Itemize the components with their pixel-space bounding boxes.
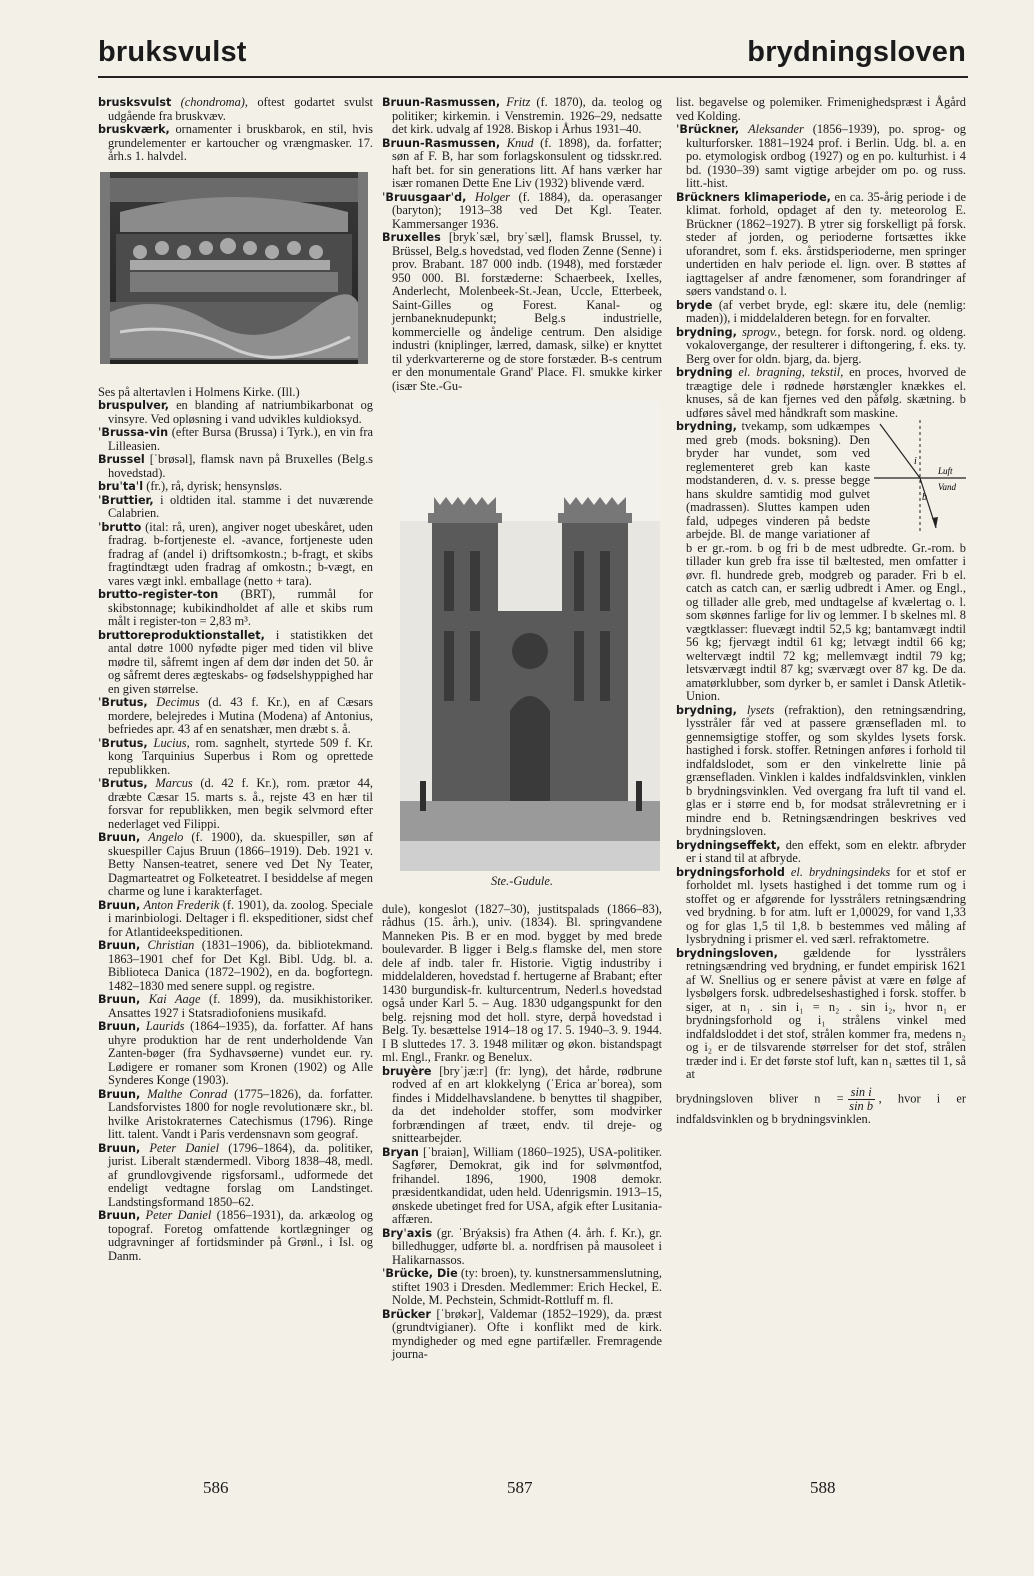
headword: ˈBrussa-vin xyxy=(98,426,169,439)
entry xyxy=(98,480,373,494)
headword: Bruun, xyxy=(98,831,141,844)
gloss: Knud xyxy=(506,135,534,150)
entry-body: [ˈbrøsəl], flamsk navn på Bruxelles (Belg.s hovedstad). xyxy=(108,452,373,480)
headword: Brücker xyxy=(382,1307,431,1321)
entry-body: (f. 1898), da. forfatter; søn af F. B, har som forlagskonsulent og tidsskr.red. haft bet. for sin generations litt. Af hans værker har især romanen Dette Ene Liv (1932) blivende værd. xyxy=(392,135,662,190)
header-left-title: bruksvulst xyxy=(98,36,247,68)
headword: Bruun, xyxy=(98,1087,141,1101)
gloss: Fritz xyxy=(506,95,531,109)
entry-body: [ˈbrøkər], Valdemar (1852–1929), da. præst (grundtvigianer). Ofte i konflikt med de kirk. myndigheder og med egne partifæller. Fremragende journa- xyxy=(392,1306,662,1361)
entry xyxy=(382,903,662,1065)
church-photo xyxy=(400,401,660,871)
entry-body: (1796–1864), da. politiker, jurist. Liberalt stændermedl. Viborg 1838–48, medl. af grundlovgivende rigsforsaml., udformede det endeligt vedtagne forslag om Landstinget. Landstingsformand 1850–62. xyxy=(108,1140,374,1209)
entry-body: i oldtiden ital. stamme i det nuværende Calabrien. xyxy=(108,492,373,520)
header-rule xyxy=(98,76,968,78)
entry-body: betegn. for forsk. nord. og oldeng. vokalovergange, der resulterer i diftongering, f. eks. ty. Berg over for oldn. bjarg, da. bjerg. xyxy=(686,324,966,366)
entry xyxy=(382,231,662,393)
headword: bruˈtaˈl xyxy=(98,480,144,493)
headword: bruttoreproduktionstallet, xyxy=(98,628,265,642)
entry xyxy=(382,137,662,191)
headword: ˈbrutto xyxy=(98,520,142,534)
angle-i-label: i xyxy=(914,456,917,467)
entry-body: (f. 1901), da. zoolog. Speciale i marinbiologi. Deltager i fl. ekspeditioner, sidst chef for Atlantideekspeditionen. xyxy=(108,897,373,939)
gloss: Decimus xyxy=(156,695,200,709)
entry xyxy=(98,993,373,1020)
entry xyxy=(382,1146,662,1227)
entry-body: [brykˈsæl, bryˈsæl], flamsk Brussel, ty. Brüssel, Belg.s hovedstad, ved floden Zenne (Senne) i prov. Brabant. 187 000 indb. (1948), med forstæder 950 000. Bl. forstæderne: Schaerbeek, Ixelles, Anderlecht, Molenbeek-St.-Jean, Uccle, Etterbeek, Saint-Gilles og Forest. Kanal- og jernbaneknudepunkt; Belg.s industrielle, kommercielle og åndelige centrum. Den alsidige industri (kniplinger, lærred, damask, silke) er knyttet til yderkvartererne og de store forstæder. B-s centrum er den monumentale Grand' Place. Fl. smukke kirker (især Ste.-Gu- xyxy=(392,230,662,393)
gloss: Malthe Conrad xyxy=(147,1086,228,1101)
entry-body: (1831–1906), da. bibliotekmand. 1863–1901 chef for Det Kgl. Bibl. Udg. bl. a. Biblioteca Danica (1872–1902), en da. bogfortegn. 1482–1830 med senere suppl. og registre. xyxy=(108,938,373,993)
headword: bruspulver, xyxy=(98,399,169,412)
headword: ˈBruttier, xyxy=(98,493,154,507)
entry xyxy=(676,299,966,326)
gloss: Christian xyxy=(147,938,195,952)
headword: brutto-register-ton xyxy=(98,588,219,601)
entry xyxy=(676,704,966,839)
headword: Bruun, xyxy=(98,939,141,952)
gloss: Marcus xyxy=(155,776,193,790)
entry-body: (efter Bursa (Brussa) i Tyrk.), en vin fra Lilleasien. xyxy=(108,425,373,453)
entry xyxy=(98,123,373,164)
entry xyxy=(98,1020,373,1088)
gloss: Kai Aage xyxy=(148,992,201,1006)
entry-body: (gr. ˈBrýaksis) fra Athen (4. årh. f. Kr.), gr. billedhugger, udførte bl. a. nordfrisen på mausoleet i Halikarnassos. xyxy=(392,1225,662,1267)
headword: brydning, xyxy=(676,703,737,717)
entry-body: (ital: rå, uren), angiver noget ubeskåret, uden fradrag. b-fortjeneste el. -avance, fortjeneste uden fradrag af (andel i) driftsomkostn.; b-fragt, et skibs fragtindtægt uden fradrag af omkostn.; b-vægt, en vares vægt inkl. emballage (netto + tara). xyxy=(108,519,373,588)
entry xyxy=(98,1088,373,1142)
gloss: el. bragning, tekstil, xyxy=(738,365,844,379)
entry xyxy=(382,1065,662,1146)
entry-body: den effekt, som en elektr. afbryder er i stand til at afbryde. xyxy=(686,837,966,865)
entry-body: rom. sagnhelt, styrtede 509 f. Kr. kong Tarquinius Superbus i Rom og oprettede republikken. xyxy=(108,735,373,777)
entry xyxy=(676,366,966,420)
headword: Bruun, xyxy=(98,1020,141,1033)
formula-fraction xyxy=(848,1086,875,1113)
page-number-586: 586 xyxy=(203,1478,229,1497)
headword: ˈBrutus, xyxy=(98,696,148,709)
entry-body: oftest godartet svulst udgående fra bruskvæv. xyxy=(108,95,373,123)
gloss: Holger xyxy=(474,189,510,204)
gloss: lysets xyxy=(746,702,775,717)
entry xyxy=(676,947,966,1082)
entry xyxy=(98,96,373,123)
entry-body: gældende for lysstrålers retningsændring ved brydning, er fundet empirisk 1621 af W. Snellius og er senere påvist at være en følge af lysbølgers forsk. udbredelseshastighed i forsk. stoffer. b siger, at n₁ . sin i₁ = n₂ . sin i₂, hvor n₁ er brydningsforhold og i₁ strålens vinkel med indfaldsloddet i det stof, strålen kommer fra, medens n₂ og i₂ er de tilsvarende størrelser for det stof, strålen træder ind i. Er det første stof luft, kan n₁ sættes til 1, så at xyxy=(686,945,966,1081)
air-label: Luft xyxy=(938,466,953,476)
gloss: Lucius, xyxy=(153,735,190,750)
column-3 xyxy=(676,96,966,1126)
headword: bryde xyxy=(676,298,713,312)
entry-body: en blanding af natriumbikarbonat og vinsyre. Ved opløsning i vand udvikles kuldioksyd. xyxy=(108,398,373,426)
headword: brydningseffekt, xyxy=(676,838,781,852)
entry-body: (d. 43 f. Kr.), en af Cæsars mordere, belejredes i Mutina (Modena) af Antonius, befriedes apr. 43 af en senatshær, men dræbt s. å. xyxy=(108,695,373,736)
entry xyxy=(98,521,373,589)
entry-body: i statistikken det antal døtre 1000 nyfødte piger med tiden vil blive mødre til, såfremt ingen af dem dør inden det 50. år og såfremt deres ægteskabs- og fødselshyppighed har en given størrelse. xyxy=(108,627,373,696)
headword: ˈBrutus, xyxy=(98,736,148,750)
formula-numerator: sin i xyxy=(848,1086,875,1100)
formula-denominator: sin b xyxy=(849,1098,874,1113)
headword: Bruun, xyxy=(98,993,141,1006)
angle-b-label: b xyxy=(922,492,927,503)
entry xyxy=(98,588,373,629)
entry xyxy=(98,453,373,480)
entry-body: (1856–1939), po. sprog- og kulturforsker. 1881–1924 prof. i Berlin. Udg. bl. a. en po. etymologisk ordbog (1927) og en po. kulturhist. i 4 bd. (1930–39) samt vigtige arbejder om po. og russ. litt.-hist. xyxy=(686,122,966,190)
entry xyxy=(676,123,966,191)
gloss: Peter Daniel xyxy=(145,1208,212,1222)
incident-ray xyxy=(880,424,920,478)
page-number-587: 587 xyxy=(507,1478,533,1497)
gloss: sprogv., xyxy=(742,324,781,339)
entry-body: list. begavelse og polemiker. Frimenighedspræst i Ågård ved Kolding. xyxy=(676,95,966,123)
entry xyxy=(382,1227,662,1268)
entry-body: (1775–1826), da. forfatter. Landsforvistes 1800 for nogle revolutionære skr., bl. hvilke Aristokraternes Catechismus (1796). Ringe litt. talent. Vandt i Paris verdensnavn som geograf. xyxy=(108,1086,373,1141)
headword: Brückners klimaperiode, xyxy=(676,190,831,204)
entry xyxy=(676,191,966,299)
gloss: Aleksander xyxy=(748,122,804,136)
refraction-formula xyxy=(676,1086,966,1127)
headword: brydning, xyxy=(676,325,737,339)
entry-body: tvekamp, som udkæmpes med greb (mods. boksning). Den bryder har vundet, som ved reglementeret greb kan kaste modstanderen, d. v. s. presse begge hans skuldre samtidig mod gulvet (madrassen). Sluttes kampen uden fald, udpeges vinderen på bedste arbejde. Bl. de mange variationer af b er gr.-rom. b og fri b de mest udbredte. Gr.-rom. b tillader kun greb fra isse til bæltested, men omfatter i øvr. fl. hundrede greb, modgreb og parader. Fri b el. catch as catch can, er særlig udbredt i Amer. og Engl., og tillader alle greb, med undtagelse af kvælertag o. l. som skønnes farlige for liv og lemmer. I b skelnes ml. 8 vægtklasser: fluevægt indtil 52,5 kg; bantamvægt indtil 56 kg; fjervægt indtil 61 kg; letvægt indtil 66 kg; weltervægt indtil 72 kg; mellemvægt indtil 79 kg; letsværvægt indtil 87 kg; sværvægt over 87 kg. De da. amatørklubber, som dyrker b, er samlet i Dansk Atletik-Union. xyxy=(686,419,966,703)
entry-body: (1864–1935), da. forfatter. Af hans uhyre produktion har de rent underholdende Van Zanten-bøger (fra Sydhavsøerne) vundet eur. ry. Lødigere er romaner som Kronen (1902) og Alle Synderes Konge (1903). xyxy=(108,1019,373,1087)
headword: brydning xyxy=(676,366,733,379)
gloss: el. brydningsindeks xyxy=(790,864,891,879)
entry xyxy=(382,1267,662,1308)
column-2 xyxy=(382,96,662,1362)
entry xyxy=(98,899,373,940)
entry-body: (d. 42 f. Kr.), rom. prætor 44, dræbte Cæsar 15. marts s. å., rejste 43 en hær til forsvar for republikken, men begik selvmord efter nederlaget ved Filippi. xyxy=(108,776,373,831)
entry-body: en proces, hvorved de træagtige dele i rødnede hørstængler knækkes el. knuses, så de kan fjernes ved den påfølg. skætning. b udføres såvel med håndkraft som maskine. xyxy=(686,365,966,420)
headword: Bruun-Rasmussen, xyxy=(382,136,501,150)
church-caption: Ste.-Gudule. xyxy=(491,874,553,888)
entry-body: [bryˈjæ:r] (fr: lyng), det hårde, rødbrune rodved af en art klokkelyng (ˈErica arˈborea), som findes i Middelhavslandene. b benyttes til shagpiber, da det indeholder stoffer, som modvirker forbrændingen af træet, endv. til dreje- og snittearbejder. xyxy=(392,1063,662,1145)
entry-body: ornamenter i bruskbarok, en stil, hvis grundelementer er kartoucher og vrængmasker. 17. årh.s 1. halvdel. xyxy=(108,122,373,163)
entry xyxy=(98,939,373,993)
entry xyxy=(676,96,966,123)
gloss: Anton Frederik xyxy=(143,897,220,912)
entry-body: (af verbet bryde, egl: skære itu, dele (nemlig: maden)), i middelalderen betegn. for en forvalter. xyxy=(686,297,966,325)
gloss: Laurids xyxy=(145,1019,185,1033)
water-label: Vand xyxy=(938,482,956,492)
headword: ˈBrückner, xyxy=(676,123,740,136)
page-number-588: 588 xyxy=(810,1478,836,1497)
entry xyxy=(382,191,662,232)
entry xyxy=(676,839,966,866)
entry xyxy=(98,1142,373,1210)
headword: Bruxelles xyxy=(382,231,441,244)
entry-body: (f. 1899), da. musikhistoriker. Ansattes 1927 i Statsradiofoniens musikafd. xyxy=(108,992,373,1020)
headword: bruyère xyxy=(382,1064,432,1078)
entry-body: for et stof er forholdet ml. lysets hastighed i det tomme rum og i stoffet og er afgørende for lysstrålers retningsændring ved brydning. b for atm. luft er 1,00029, for vand 1,33 og for glas 1,5 til 1,8. b bestemmes ved måling af lysbrydning i prismer el. ved særl. refraktometre. xyxy=(686,864,966,946)
headword: ˈBrutus, xyxy=(98,777,148,790)
entry-body: (fr.), rå, dyrisk; hensynsløs. xyxy=(146,479,283,493)
entry xyxy=(98,777,373,831)
entry-body: (f. 1870), da. teolog og politiker; kirkemin. i Venstremin. 1926–29, nedsatte det kirk. udvalg af 1928. Biskop i Århus 1931–40. xyxy=(392,95,662,136)
headword: bruskværk, xyxy=(98,123,170,136)
headword: brydningsloven, xyxy=(676,946,778,960)
headword: Brussel xyxy=(98,453,145,466)
headword: brydning, xyxy=(676,420,737,433)
entry xyxy=(98,696,373,737)
headword: brusksvulst xyxy=(98,96,172,109)
entry-body: [ˈbraiən], William (1860–1925), USA-politiker. Sagfører, Demokrat, gik ind for sølvmøntfod, frihandel. 1896, 1900, 1908 demokr. præsidentkandidat, uden held. Udenrigsmin. 1913–15, ønskede ubetinget fred for USA, afgik efter Lusitania-affæren. xyxy=(392,1144,662,1226)
headword: Bryˈaxis xyxy=(382,1226,433,1240)
headword: brydningsforhold xyxy=(676,865,785,879)
entry-body: (refraktion), den retningsændring, lysstråler får ved at passere grænsefladen ml. to gennemsigtige stoffer, og som skyldes lysets forsk. hastighed i forsk. stoffer. Retningen anføres i forhold til indfaldslodet, som er den vinkelrette linie på grænsefladen. Vinklen i kaldes indfaldsvinklen, vinklen b brydningsvinklen. Ved overgang fra luft til vand el. glas er i større end b, for modsat strålevretning er i mindre end b. Retningsændringen beskrives ved brydningsloven. xyxy=(686,702,966,838)
entry-body: en ca. 35-årig periode i de klimat. forhold, opdaget af den ty. meteorolog E. Brückner (1862–1927). B ytrer sig forskelligt på forsk. steder af jorden, og perioderne fortsættes ikke uforandret, som f. eks. årstidsperioderne, men springer undertiden en halv periode el. lign. over. B støttes af iagttagelser af andre fænomener, som forandringer af søers vandstand o. l. xyxy=(686,189,966,298)
entry xyxy=(382,96,662,137)
entry xyxy=(382,1308,662,1362)
gloss: (chondroma), xyxy=(180,95,249,109)
headword: Bryan xyxy=(382,1145,419,1159)
headword: ˈBruusgaarˈd, xyxy=(382,190,467,204)
entry-body: (f. 1900), da. skuespiller, søn af skuespiller Cajus Bruun (1866–1919). Deb. 1921 v. Betty Nansen-teatret, senere ved Det Ny Teater, Dagmarteatret og Folketeatret. I besiddelse af megen charme og lune i karakterfaget. xyxy=(108,830,373,898)
gloss: Angelo xyxy=(148,830,184,844)
headword: Bruun, xyxy=(98,1209,141,1222)
entry-body: (f. 1884), da. operasanger (baryton); 1913–38 ved Det Kgl. Teater. Kammersanger 1936. xyxy=(392,189,662,231)
entry xyxy=(98,831,373,899)
entry xyxy=(98,426,373,453)
entry xyxy=(676,866,966,947)
entry-body: dule), kongeslot (1827–30), justitspalads (1866–83), rådhus (15. årh.), univ. (1834). Bl. springvandene Manneken Pis. B er en mod. bygget by med brede boulevarder. B ligger i Belg.s flamske del, men store dele af indb. taler fr. Historie. Vigtig industriby i middelalderen, hovedstad f. hertugerne af Brabant; efter 1430 burgundisk-fr. kulturcentrum, Nederl.s hovedstad også under Karl 5. – Aug. 1830 udgangspunkt for den belg. rejsning mod det holl. styre, derpå hovedstad i Belg. Ty. besættelse 1914–18 og 17. 5. 1940–3. 9. 1944. I B sluttedes 17. 3. 1948 militær og økon. bistandspagt ml. Engl., Frankr. og Benelux. xyxy=(382,901,662,1064)
column-1 xyxy=(98,96,373,1263)
header-right-title: brydningsloven xyxy=(747,36,966,68)
entry xyxy=(98,629,373,697)
altarpiece-photo xyxy=(100,172,368,364)
entry xyxy=(676,326,966,367)
headword: ˈBrücke, Die xyxy=(382,1267,458,1280)
formula-tail: , hvor i er indfaldsvinklen og b brydningsvinklen. xyxy=(676,1090,967,1126)
refraction-diagram xyxy=(874,420,966,532)
altarpiece-caption: Ses på altertavlen i Holmens Kirke. (Ill.) xyxy=(98,384,300,399)
gloss: Peter Daniel xyxy=(149,1140,220,1155)
entry-body: (BRT), rummål for skibstonnage; kubikindholdet af alle et skibs rum målt i register-ton = 2,83 m³. xyxy=(108,587,373,628)
entry xyxy=(98,494,373,521)
entry xyxy=(98,1209,373,1263)
entry xyxy=(98,399,373,426)
entry-body: (1856–1931), da. arkæolog og topograf. Foretog omfattende kortlægninger og udgravninger af fortidsminder på Grønl., i Isl. og Danm. xyxy=(108,1208,373,1263)
entry xyxy=(98,737,373,778)
headword: Bruun-Rasmussen, xyxy=(382,96,501,109)
headword: Bruun, xyxy=(98,898,141,912)
formula-lead: brydningsloven bliver n = xyxy=(676,1090,844,1105)
headword: Bruun, xyxy=(98,1141,141,1155)
entry-body: (ty: broen), ty. kunstnersammenslutning, stiftet 1903 i Dresden. Medlemmer: Erich Heckel, E. Nolde, M. Pechstein, Schmidt-Rottluff m. fl. xyxy=(392,1266,663,1307)
